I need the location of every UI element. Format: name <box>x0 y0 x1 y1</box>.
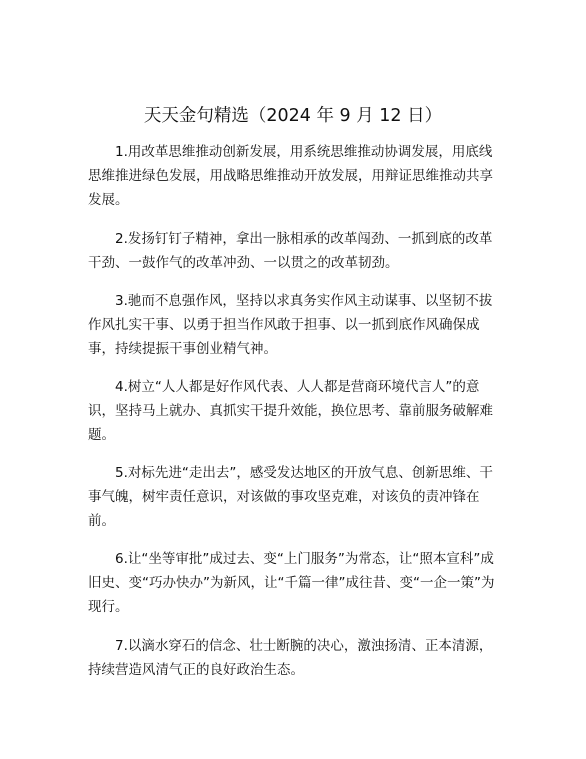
quote-paragraph-6: 6.让“坐等审批”成过去、变“上门服务”为常态，让“照本宣科”成旧史、变“巧办快办”为新风，让“千篇一律”成往昔、变“一企一策”为现行。 <box>88 551 495 615</box>
quote-paragraph-5: 5.对标先进“走出去”，感受发达地区的开放气息、创新思维、干事气魄，树牢责任意识，对该做的事攻坚克难，对该负的责冲锋在前。 <box>88 465 493 529</box>
quote-paragraph-3: 3.驰而不息强作风，坚持以求真务实作风主动谋事、以坚韧不拔作风扎实干事、以勇于担当作风敢于担事、以一抓到底作风确保成事，持续提振干事创业精气神。 <box>88 293 493 357</box>
quote-paragraph-7: 7.以滴水穿石的信念、壮士断腕的决心，激浊扬清、正本清源，持续营造风清气正的良好政治生态。 <box>88 638 493 678</box>
quote-paragraph-1: 1.用改革思维推动创新发展，用系统思维推动协调发展，用底线思维推进绿色发展，用战略思维推动开放发展，用辩证思维推动共享发展。 <box>88 144 493 208</box>
quote-paragraph-2: 2.发扬钉钉子精神，拿出一脉相承的改革闯劲、一抓到底的改革干劲、一鼓作气的改革冲劲、一以贯之的改革韧劲。 <box>88 231 493 271</box>
quote-paragraph-4: 4.树立“人人都是好作风代表、人人都是营商环境代言人”的意识，坚持马上就办、真抓实干提升效能，换位思考、靠前服务破解难题。 <box>88 379 493 443</box>
document-title: 天天金句精选（2024 年 9 月 12 日） <box>143 106 443 126</box>
